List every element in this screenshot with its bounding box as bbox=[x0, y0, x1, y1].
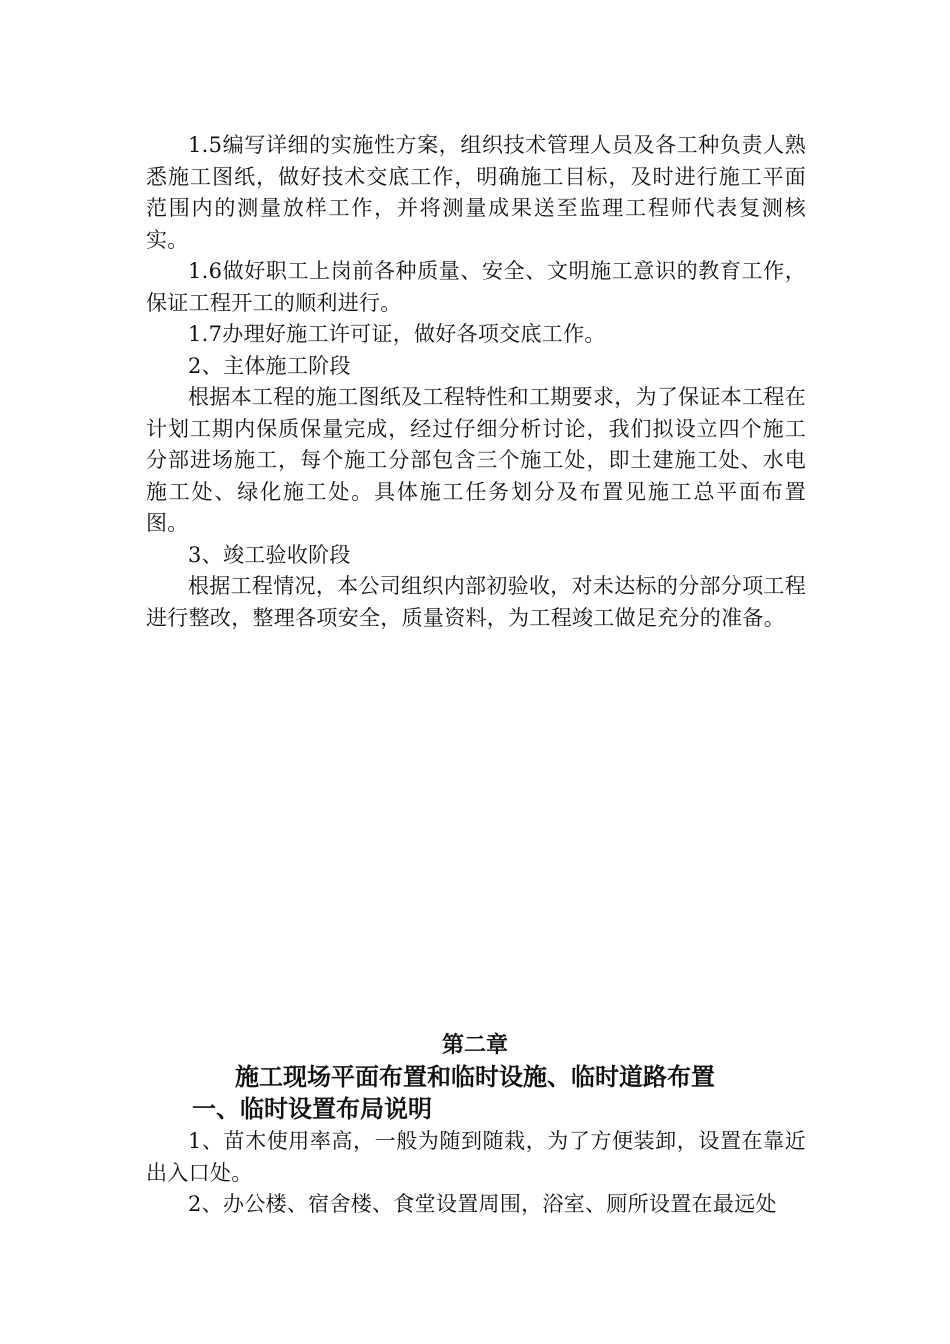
paragraph-1-5: 1.5编写详细的实施性方案，组织技术管理人员及各工种负责人熟悉施工图纸，做好技术交底工作，明确施工目标，及时进行施工平面范围内的测量放样工作，并将测量成果送至监理工程师代表复测核实。 bbox=[146, 133, 806, 252]
paragraph-layout-1: 1、苗木使用率高，一般为随到随栽，为了方便装卸，设置在靠近出入口处。 bbox=[146, 1129, 806, 1185]
subheading-completion-acceptance: 3、竣工验收阶段 bbox=[188, 542, 351, 567]
section-heading: 一、临时设置布局说明 bbox=[192, 1094, 432, 1123]
layout-description-section bbox=[146, 1126, 806, 1221]
chapter-title: 施工现场平面布置和临时设施、临时道路布置 bbox=[235, 1062, 715, 1091]
subheading-main-construction: 2、主体施工阶段 bbox=[188, 353, 351, 378]
chapter-number: 第二章 bbox=[441, 1032, 508, 1058]
paragraph-1-7: 1.7办理好施工许可证，做好各项交底工作。 bbox=[188, 322, 606, 346]
paragraph-layout-2: 2、办公楼、宿舍楼、食堂设置周围，浴室、厕所设置在最远处 bbox=[188, 1192, 777, 1216]
paragraph-completion-acceptance: 根据工程情况，本公司组织内部初验收，对未达标的分部分项工程进行整改，整理各项安全，质量资料，为工程竣工做足充分的准备。 bbox=[146, 574, 806, 630]
paragraph-main-construction: 根据本工程的施工图纸及工程特性和工期要求，为了保证本工程在计划工期内保质保量完成，经过仔细分析讨论，我们拟设立四个施工分部进场施工，每个施工分部包含三个施工处，即土建施工处、水电施工处、绿化施工处。具体施工任务划分及布置见施工总平面布置图。 bbox=[146, 385, 806, 535]
paragraph-1-6: 1.6做好职工上岗前各种质量、安全、文明施工意识的教育工作，保证工程开工的顺利进行。 bbox=[146, 259, 806, 315]
preparation-section bbox=[146, 130, 806, 634]
